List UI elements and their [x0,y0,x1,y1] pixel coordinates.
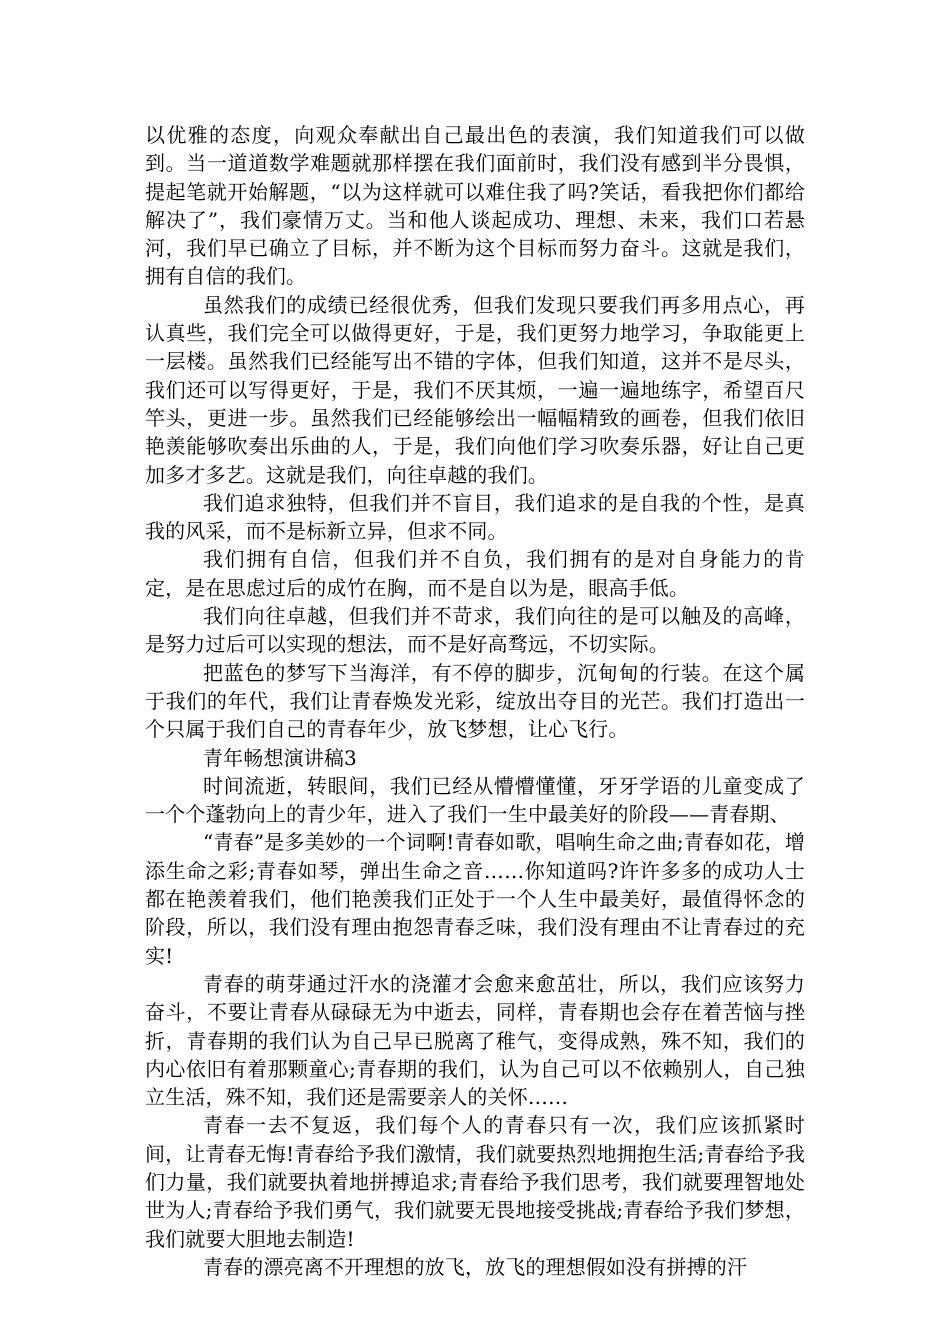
section-heading: 青年畅想演讲稿3 [203,745,357,770]
paragraph-6: 把蓝色的梦写下当海洋，有不停的脚步，沉甸甸的行装。在这个属于我们的年代，我们让青春焕发光彩，绽放出夺目的光芒。我们打造出一个只属于我们自己的青春年少，放飞梦想，让心飞行。 [145,660,805,742]
paragraph-1: 以优雅的态度，向观众奉献出自己最出色的表演，我们知道我们可以做到。当一道道数学难题就那样摆在我们面前时，我们没有感到半分畏惧，提起笔就开始解题，“以为这样就可以难住我了吗?笑话，看我把你们都给解决了”，我们豪情万丈。当和他人谈起成功、理想、未来，我们口若悬河，我们早已确立了目标，并不断为这个目标而努力奋斗。这就是我们，拥有自信的我们。 [145,123,805,289]
paragraph-2: 虽然我们的成绩已经很优秀，但我们发现只要我们再多用点心，再认真些，我们完全可以做得更好，于是，我们更努力地学习，争取能更上一层楼。虽然我们已经能写出不错的字体，但我们知道，这并不是尽头，我们还可以写得更好，于是，我们不厌其烦，一遍一遍地练字，希望百尺竿头，更进一步。虽然我们已经能够绘出一幅幅精致的画卷，但我们依旧艳羡能够吹奏出乐曲的人，于是，我们向他们学习吹奏乐器，好让自己更加多才多艺。这就是我们，向往卓越的我们。 [145,292,805,487]
paragraph-11: 青春的漂亮离不开理想的放飞，放飞的理想假如没有拼搏的汗 [203,1254,748,1279]
paragraph-10: 青春一去不复返，我们每个人的青春只有一次，我们应该抓紧时间，让青春无悔!青春给予我们激情，我们就要热烈地拥抱生活;青春给予我们力量，我们就要执着地拼搏追求;青春给予我们思考，我们就要理智地处世为人;青春给予我们勇气，我们就要无畏地接受挑战;青春给予我们梦想，我们就要大胆地去制造! [145,1113,805,1251]
paragraph-4: 我们拥有自信，但我们并不自负，我们拥有的是对自身能力的肯定，是在思虑过后的成竹在胸，而不是自以为是，眼高手低。 [145,547,805,600]
paragraph-7: 时间流逝，转眼间，我们已经从懵懵懂懂，牙牙学语的儿童变成了一个个蓬勃向上的青少年，进入了我们一生中最美好的阶段——青春期、 [145,773,805,827]
paragraph-5: 我们向往卓越，但我们并不苛求，我们向往的是可以触及的高峰，是努力过后可以实现的想法，而不是好高骛远，不切实际。 [145,604,805,657]
paragraph-3: 我们追求独特，但我们并不盲目，我们追求的是自我的个性，是真我的风采，而不是标新立异，但求不同。 [145,490,805,544]
paragraph-9: 青春的萌芽通过汗水的浇灌才会愈来愈茁壮，所以，我们应该努力奋斗，不要让青春从碌碌无为中逝去，同样，青春期也会存在着苦恼与挫折，青春期的我们认为自己早已脱离了稚气，变得成熟，殊不知，我们的内心依旧有着那颗童心;青春期的我们，认为自己可以不依赖别人，自己独立生活，殊不知，我们还是需要亲人的关怀…… [145,971,805,1110]
document-page [145,121,805,1281]
paragraph-8: “青春”是多美妙的一个词啊!青春如歌，唱响生命之曲;青春如花，增添生命之彩;青春如琴，弹出生命之音……你知道吗?许许多多的成功人士都在艳羡着我们，他们艳羡我们正处于一个人生中最美好，最值得怀念的阶段，所以，我们没有理由抱怨青春乏味，我们没有理由不让青春过的充实! [145,830,805,968]
